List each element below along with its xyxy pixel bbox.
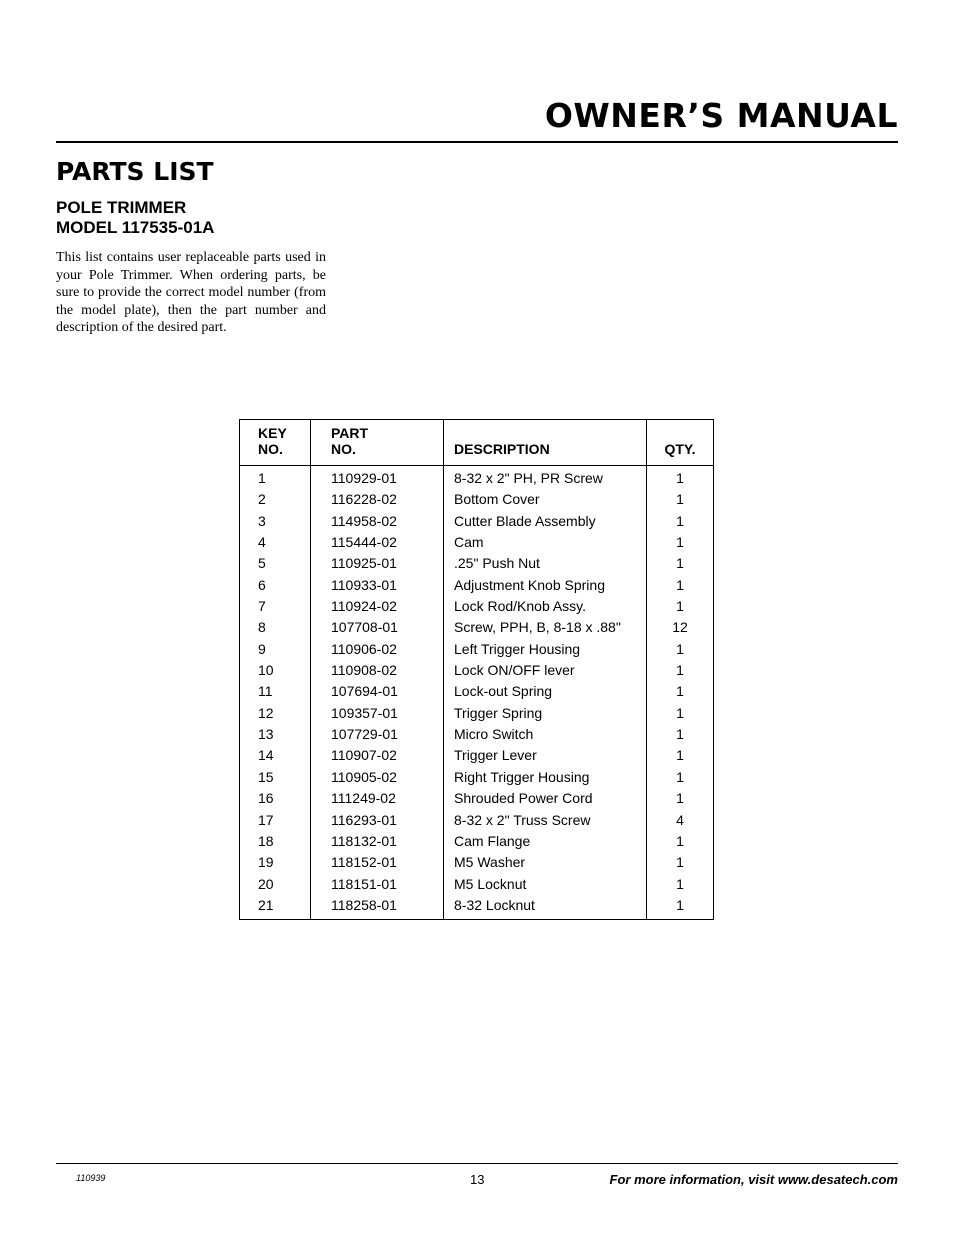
cell-part-no: 110933-01 (311, 575, 444, 596)
table-row (240, 767, 714, 788)
cell-part-no: 114958-02 (311, 511, 444, 532)
cell-key-no: 16 (258, 790, 274, 807)
cell-key-no: 13 (258, 726, 274, 743)
table-row (240, 639, 714, 660)
footer-divider (56, 1163, 898, 1164)
cell-qty: 1 (647, 852, 714, 873)
product-subtitle (56, 198, 214, 238)
cell-key-no: 17 (258, 811, 274, 828)
cell-key-no: 4 (258, 534, 266, 551)
cell-part-no: 115444-02 (311, 532, 444, 553)
cell-description: 8-32 Locknut (444, 895, 647, 920)
cell-qty: 1 (647, 553, 714, 574)
section-title: PARTS LIST (56, 157, 214, 186)
cell-description: Micro Switch (444, 724, 647, 745)
cell-qty: 1 (647, 895, 714, 920)
cell-part-no: 118132-01 (311, 831, 444, 852)
cell-part-no: 110906-02 (311, 639, 444, 660)
table-row (240, 831, 714, 852)
cell-key-no: 3 (258, 512, 266, 529)
cell-qty: 1 (647, 874, 714, 895)
manual-title: OWNER’S MANUAL (544, 96, 898, 135)
cell-key-no: 21 (258, 896, 274, 913)
model-number: MODEL 117535-01A (56, 218, 215, 237)
table-row (240, 681, 714, 702)
cell-part-no: 109357-01 (311, 703, 444, 724)
cell-qty: 1 (647, 660, 714, 681)
cell-key-no: 18 (258, 832, 274, 849)
cell-description: Screw, PPH, B, 8-18 x .88" (444, 617, 647, 638)
cell-qty: 1 (647, 703, 714, 724)
cell-qty: 1 (647, 575, 714, 596)
table-row (240, 596, 714, 617)
cell-key-no: 1 (258, 470, 266, 486)
cell-description: Bottom Cover (444, 489, 647, 510)
cell-description: Trigger Lever (444, 745, 647, 766)
table-header-row (240, 420, 714, 466)
cell-qty: 1 (647, 532, 714, 553)
table-row (240, 810, 714, 831)
cell-description: Lock Rod/Knob Assy. (444, 596, 647, 617)
cell-qty: 1 (647, 767, 714, 788)
cell-qty: 12 (647, 617, 714, 638)
cell-part-no: 116293-01 (311, 810, 444, 831)
document-number: 110939 (76, 1173, 106, 1183)
cell-qty: 1 (647, 745, 714, 766)
cell-key-no: 14 (258, 747, 274, 764)
cell-description: Adjustment Knob Spring (444, 575, 647, 596)
cell-part-no: 110908-02 (311, 660, 444, 681)
cell-qty: 1 (647, 466, 714, 490)
cell-description: 8-32 x 2" Truss Screw (444, 810, 647, 831)
cell-key-no: 15 (258, 768, 274, 785)
table-row (240, 511, 714, 532)
cell-description: .25" Push Nut (444, 553, 647, 574)
intro-paragraph: This list contains user replaceable parts used in your Pole Trimmer. When ordering parts, be sure to provide the correct model number (from the model plate), then the part number and description of the desired part. (56, 250, 326, 336)
cell-key-no: 11 (258, 683, 273, 700)
header-description: DESCRIPTION (444, 420, 647, 466)
cell-qty: 1 (647, 489, 714, 510)
cell-part-no: 118151-01 (311, 874, 444, 895)
cell-part-no: 116228-02 (311, 489, 444, 510)
table-row (240, 466, 714, 490)
cell-description: M5 Locknut (444, 874, 647, 895)
table-row (240, 852, 714, 873)
cell-part-no: 107694-01 (311, 681, 444, 702)
cell-qty: 1 (647, 639, 714, 660)
parts-table-body (240, 466, 714, 920)
cell-description: Cam Flange (444, 831, 647, 852)
cell-part-no: 111249-02 (311, 788, 444, 809)
table-row (240, 532, 714, 553)
cell-description: Trigger Spring (444, 703, 647, 724)
page-number: 13 (470, 1172, 485, 1187)
cell-qty: 1 (647, 788, 714, 809)
cell-part-no: 110925-01 (311, 553, 444, 574)
table-row (240, 553, 714, 574)
header-divider (56, 141, 898, 143)
header-key-no: KEY NO. (240, 420, 311, 466)
cell-key-no: 8 (258, 619, 266, 636)
cell-key-no: 10 (258, 662, 274, 679)
cell-description: M5 Washer (444, 852, 647, 873)
cell-qty: 1 (647, 724, 714, 745)
cell-part-no: 110907-02 (311, 745, 444, 766)
table-row (240, 660, 714, 681)
cell-qty: 1 (647, 831, 714, 852)
cell-part-no: 118152-01 (311, 852, 444, 873)
table-row (240, 724, 714, 745)
table-row (240, 745, 714, 766)
cell-description: Cam (444, 532, 647, 553)
cell-key-no: 20 (258, 875, 274, 892)
cell-key-no: 5 (258, 555, 266, 572)
table-row (240, 617, 714, 638)
table-row (240, 788, 714, 809)
cell-description: Left Trigger Housing (444, 639, 647, 660)
parts-table (239, 419, 714, 920)
cell-key-no: 19 (258, 854, 274, 871)
cell-part-no: 110924-02 (311, 596, 444, 617)
product-name: POLE TRIMMER (56, 198, 187, 217)
cell-qty: 1 (647, 681, 714, 702)
cell-key-no: 12 (258, 704, 274, 721)
cell-description: 8-32 x 2" PH, PR Screw (444, 466, 647, 490)
footer-info-text: For more information, visit www.desatech.com (609, 1172, 898, 1187)
cell-description: Shrouded Power Cord (444, 788, 647, 809)
cell-part-no: 107708-01 (311, 617, 444, 638)
cell-qty: 1 (647, 511, 714, 532)
table-row (240, 489, 714, 510)
header-qty: QTY. (647, 420, 714, 466)
header-part-no: PART NO. (311, 420, 444, 466)
cell-part-no: 107729-01 (311, 724, 444, 745)
table-row (240, 874, 714, 895)
cell-key-no: 9 (258, 640, 266, 657)
cell-qty: 1 (647, 596, 714, 617)
cell-qty: 4 (647, 810, 714, 831)
cell-description: Right Trigger Housing (444, 767, 647, 788)
cell-key-no: 2 (258, 491, 266, 508)
cell-key-no: 7 (258, 598, 266, 615)
table-row (240, 703, 714, 724)
cell-part-no: 110929-01 (311, 466, 444, 490)
cell-key-no: 6 (258, 576, 266, 593)
table-row (240, 575, 714, 596)
cell-description: Lock ON/OFF lever (444, 660, 647, 681)
cell-description: Lock-out Spring (444, 681, 647, 702)
cell-description: Cutter Blade Assembly (444, 511, 647, 532)
cell-part-no: 118258-01 (311, 895, 444, 920)
table-row (240, 895, 714, 920)
cell-part-no: 110905-02 (311, 767, 444, 788)
